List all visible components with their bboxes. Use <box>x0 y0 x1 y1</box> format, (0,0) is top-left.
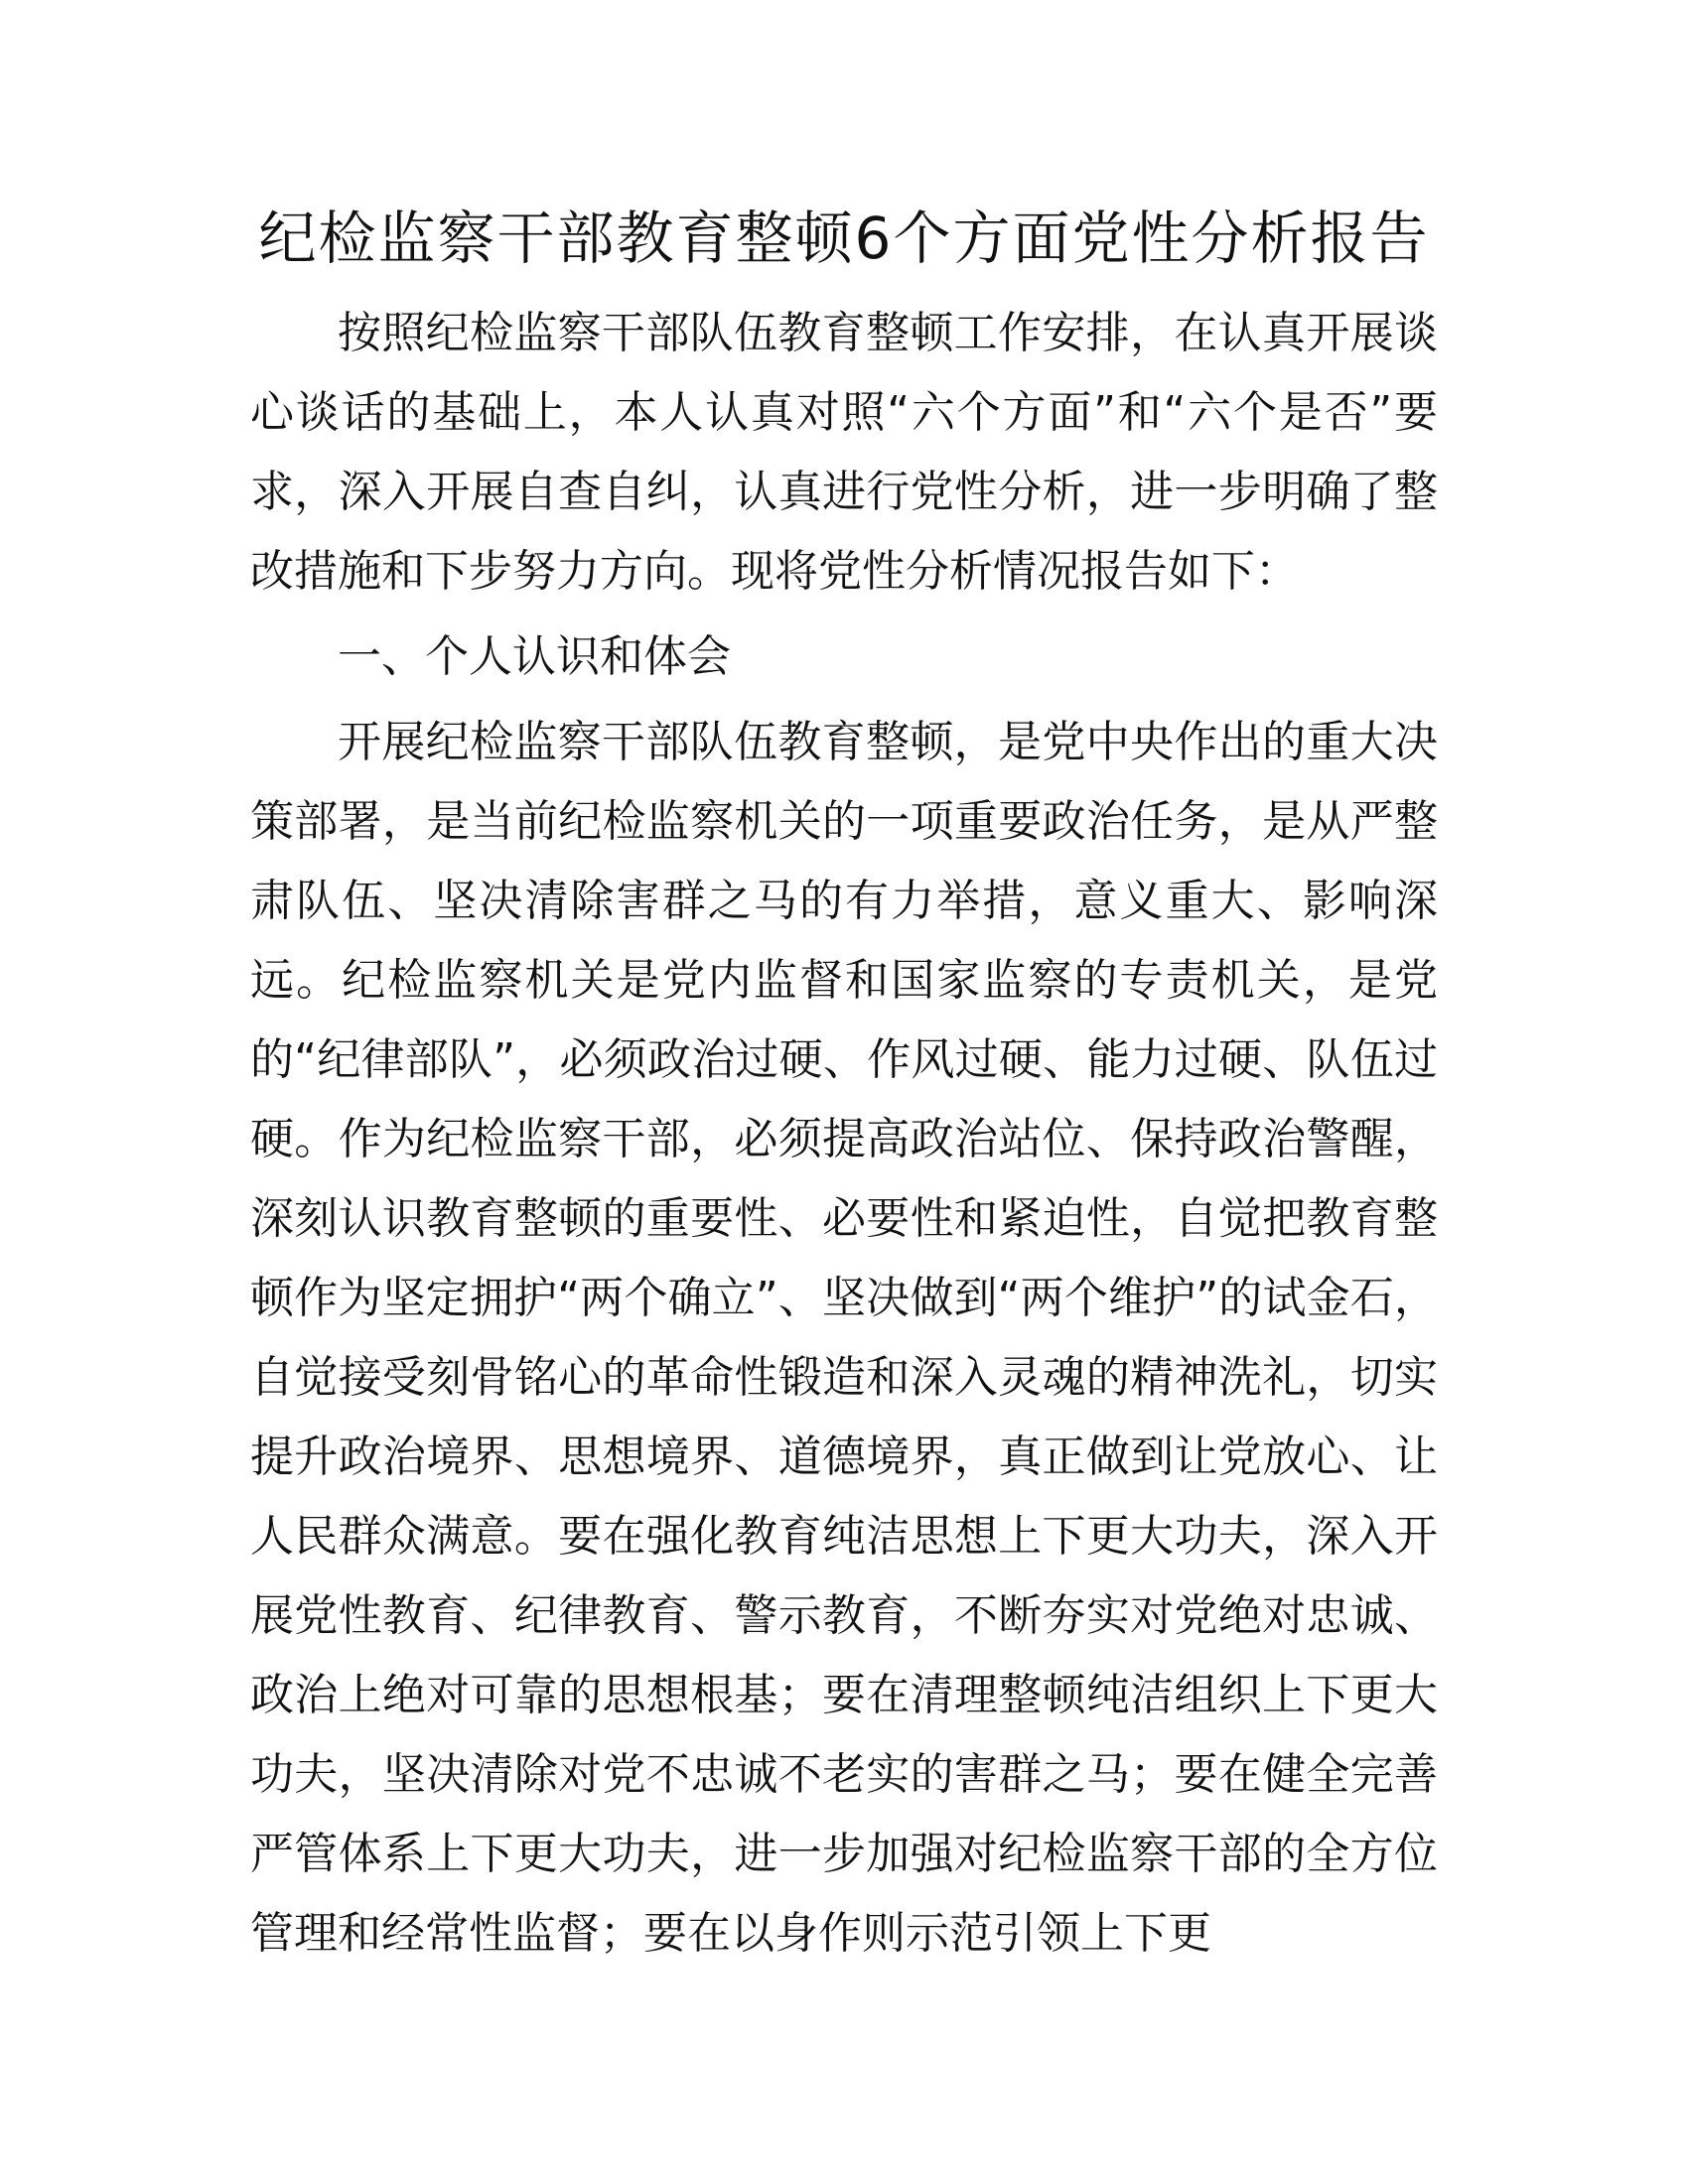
intro-paragraph: 按照纪检监察干部队伍教育整顿工作安排，在认真开展谈心谈话的基础上，本人认真对照“六个方面”和“六个是否”要求，深入开展自查自纠，认真进行党性分析，进一步明确了整改措施和下步努力方向。现将党性分析情况报告如下： <box>250 308 1438 597</box>
document-title: 纪检监察干部教育整顿6个方面党性分析报告 <box>258 205 1430 272</box>
document-body <box>250 294 1438 1974</box>
section-heading: 一、个人认识和体会 <box>338 631 731 682</box>
section-paragraph: 开展纪检监察干部队伍教育整顿，是党中央作出的重大决策部署，是当前纪检监察机关的一项重要政治任务，是从严整肃队伍、坚决清除害群之马的有力举措，意义重大、影响深远。纪检监察机关是党内监督和国家监察的专责机关，是党的“纪律部队”，必须政治过硬、作风过硬、能力过硬、队伍过硬。作为纪检监察干部，必须提高政治站位、保持政治警醒，深刻认识教育整顿的重要性、必要性和紧迫性，自觉把教育整顿作为坚定拥护“两个确立”、坚决做到“两个维护”的试金石，自觉接受刻骨铭心的革命性锻造和深入灵魂的精神洗礼，切实提升政治境界、思想境界、道德境界，真正做到让党放心、让人民群众满意。要在强化教育纯洁思想上下更大功夫，深入开展党性教育、纪律教育、警示教育，不断夯实对党绝对忠诚、政治上绝对可靠的思想根基；要在清理整顿纯洁组织上下更大功夫，坚决清除对党不忠诚不老实的害群之马；要在健全完善严管体系上下更大功夫，进一步加强对纪检监察干部的全方位管理和经常性监督；要在以身作则示范引领上下更 <box>250 717 1438 1959</box>
